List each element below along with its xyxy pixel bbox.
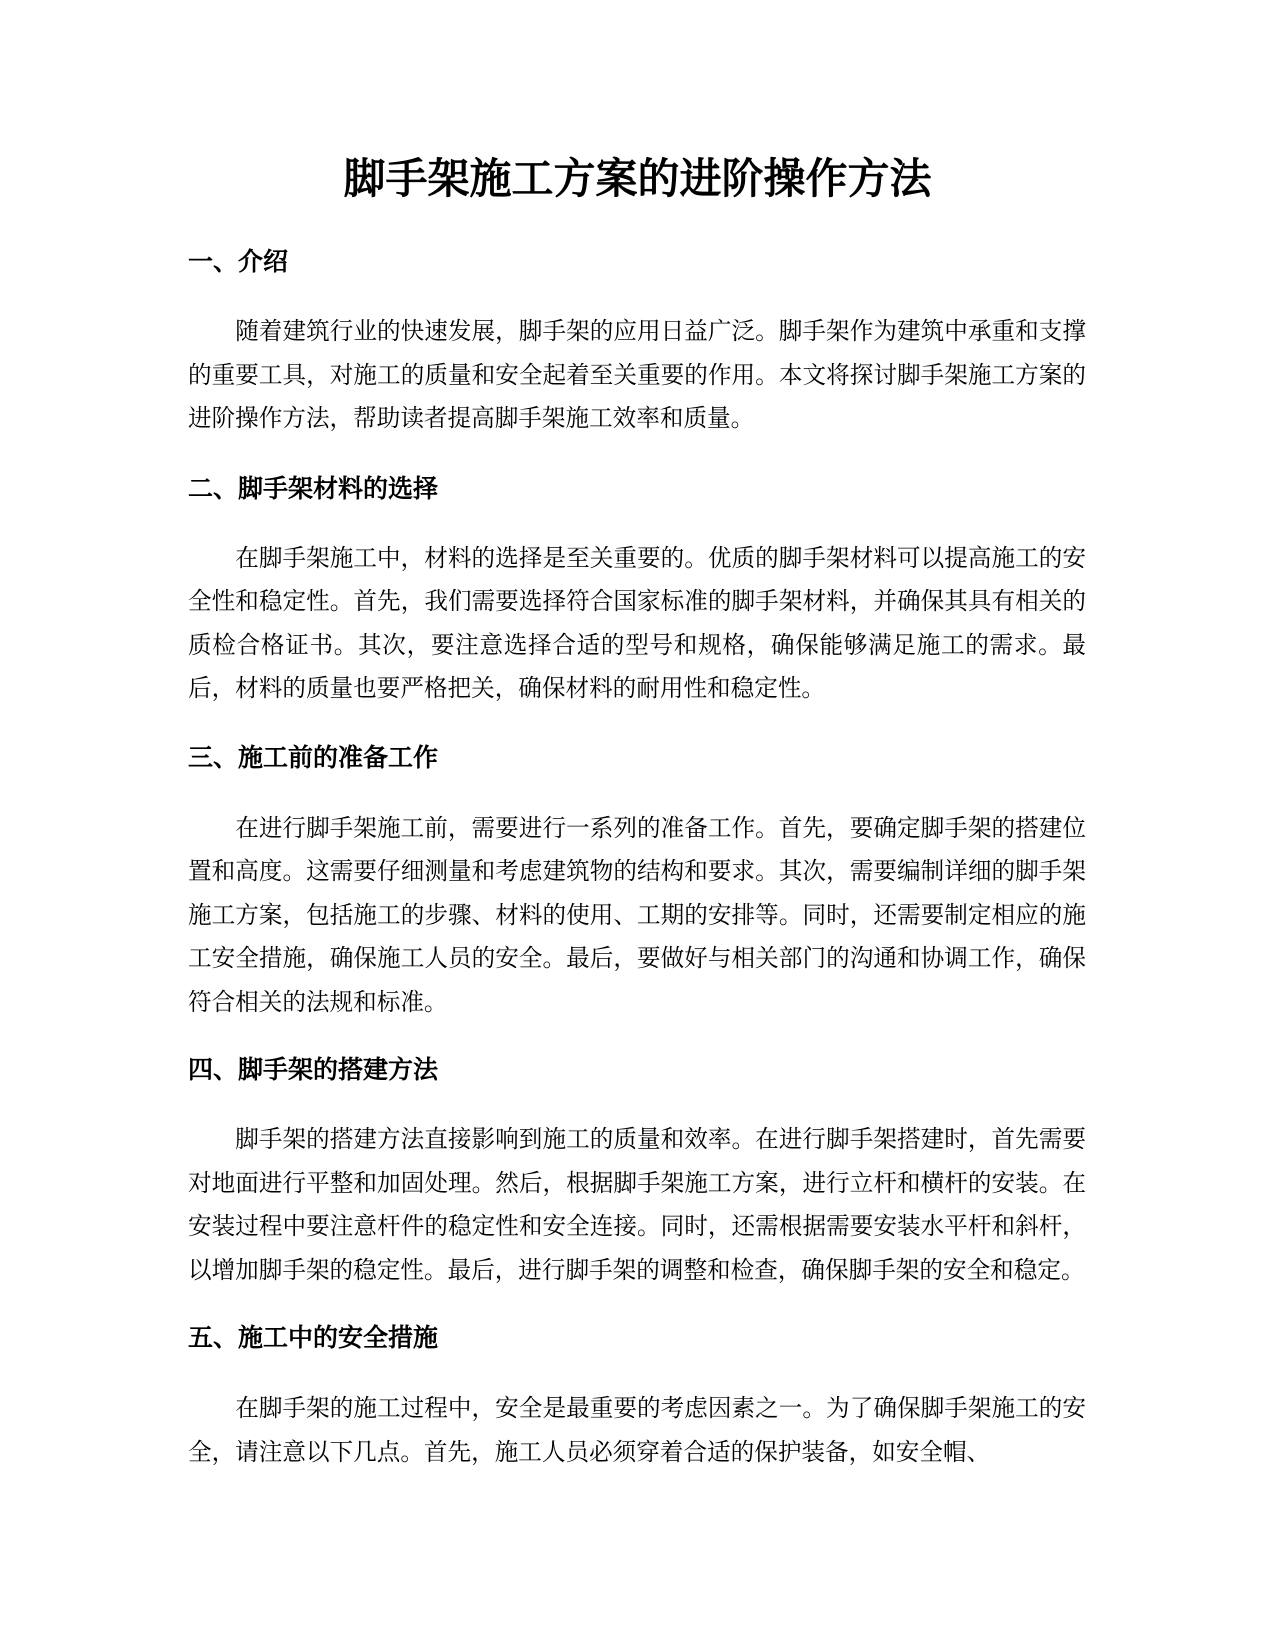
section-paragraph: 在脚手架的施工过程中，安全是最重要的考虑因素之一。为了确保脚手架施工的安全，请注意以下几点。首先，施工人员必须穿着合适的保护装备，如安全帽、 (188, 1394, 1086, 1466)
section-heading: 二、脚手架材料的选择 (188, 473, 439, 503)
section-heading: 一、介绍 (188, 247, 289, 276)
section-heading: 三、施工前的准备工作 (188, 742, 439, 772)
document-body (188, 238, 1086, 1474)
section-heading: 五、施工中的安全措施 (188, 1323, 439, 1352)
section-paragraph: 随着建筑行业的快速发展，脚手架的应用日益广泛。脚手架作为建筑中承重和支撑的重要工具，对施工的质量和安全起着至关重要的作用。本文将探讨脚手架施工方案的进阶操作方法，帮助读者提高脚手架施工效率和质量。 (188, 317, 1086, 432)
document-title: 脚手架施工方案的进阶操作方法 (343, 154, 932, 203)
section-introduction (188, 244, 1086, 441)
section-heading: 四、脚手架的搭建方法 (188, 1055, 439, 1084)
section-safety-measures (188, 1320, 1086, 1474)
section-paragraph: 脚手架的搭建方法直接影响到施工的质量和效率。在进行脚手架搭建时，首先需要对地面进行平整和加固处理。然后，根据脚手架施工方案，进行立杆和横杆的安装。在安装过程中要注意杆件的稳定性和安全连接。同时，还需根据需要安装水平杆和斜杆，以增加脚手架的稳定性。最后，进行脚手架的调整和检查，确保脚手架的安全和稳定。 (188, 1125, 1086, 1284)
section-material-selection (188, 471, 1086, 711)
section-preparation (188, 740, 1086, 1025)
section-paragraph: 在脚手架施工中，材料的选择是至关重要的。优质的脚手架材料可以提高施工的安全性和稳定性。首先，我们需要选择符合国家标准的脚手架材料，并确保其具有相关的质检合格证书。其次，要注意选择合适的型号和规格，确保能够满足施工的需求。最后，材料的质量也要严格把关，确保材料的耐用性和稳定性。 (188, 543, 1086, 702)
section-paragraph: 在进行脚手架施工前，需要进行一系列的准备工作。首先，要确定脚手架的搭建位置和高度。这需要仔细测量和考虑建筑物的结构和要求。其次，需要编制详细的脚手架施工方案，包括施工的步骤、材料的使用、工期的安排等。同时，还需要制定相应的施工安全措施，确保施工人员的安全。最后，要做好与相关部门的沟通和协调工作，确保符合相关的法规和标准。 (188, 813, 1086, 1016)
section-construction-method (188, 1052, 1086, 1292)
